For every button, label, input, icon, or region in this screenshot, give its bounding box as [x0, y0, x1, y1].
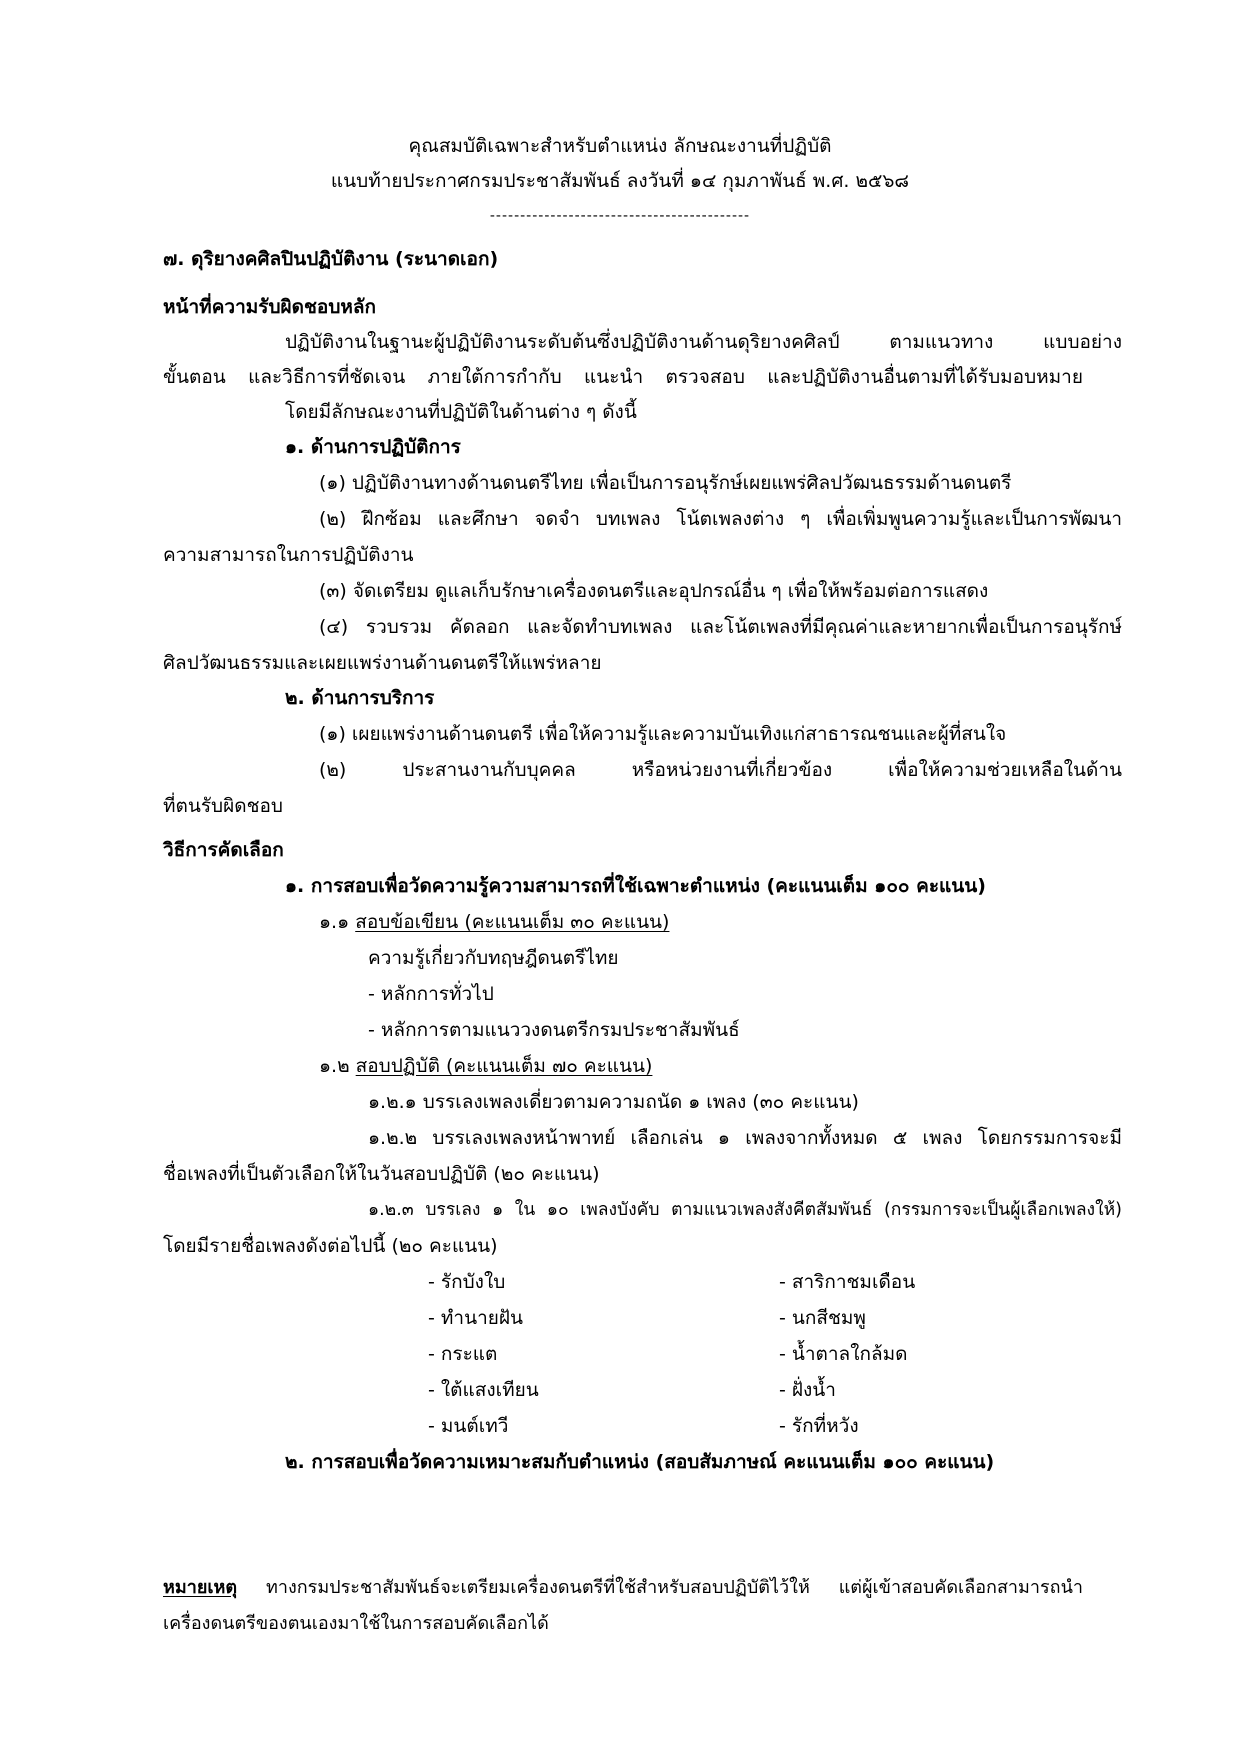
note-line2: เครื่องดนตรีของตนเองมาใช้ในการสอบคัดเลือกได้ [163, 1613, 549, 1634]
selection-test-1-title: ๑. การสอบเพื่อวัดความรู้ความสามารถที่ใช้เฉพาะตำแหน่ง (คะแนนเต็ม ๑๐๐ คะแนน) [285, 875, 986, 897]
operations-item-2-line2: ความสามารถในการปฏิบัติงาน [163, 544, 414, 566]
song-item: - ใต้แสงเทียน [428, 1379, 539, 1401]
song-item: - มนต์เทวี [428, 1415, 509, 1437]
song-item: - ฝั่งน้ำ [779, 1379, 836, 1401]
song-item: - นกสีชมพู [779, 1307, 866, 1329]
selection-test-2-title: ๒. การสอบเพื่อวัดความเหมาะสมกับตำแหน่ง (สอบสัมภาษณ์ คะแนนเต็ม ๑๐๐ คะแนน) [285, 1451, 995, 1473]
practical-exam-number: ๑.๒ [319, 1055, 350, 1077]
practical-exam-item-2-line2: ชื่อเพลงที่เป็นตัวเลือกให้ในวันสอบปฏิบัติ (๒๐ คะแนน) [163, 1163, 600, 1185]
document-title: คุณสมบัติเฉพาะสำหรับตำแหน่ง ลักษณะงานที่ปฏิบัติ [408, 135, 832, 157]
document-subtitle: แนบท้ายประกาศกรมประชาสัมพันธ์ ลงวันที่ ๑๔ กุมภาพันธ์ พ.ศ. ๒๕๖๘ [330, 170, 910, 192]
written-exam-topic: ความรู้เกี่ยวกับทฤษฎีดนตรีไทย [368, 947, 619, 969]
duties-intro-line3: โดยมีลักษณะงานที่ปฏิบัติในด้านต่าง ๆ ดังนี้ [285, 401, 637, 423]
practical-exam-item-3-line1: ๑.๒.๓ บรรเลง ๑ ใน ๑๐ เพลงบังคับ ตามแนวเพลงสังคีตสัมพันธ์ (กรรมการจะเป็นผู้เลือกเพลงให้) [368, 1200, 1122, 1220]
written-exam-label: สอบข้อเขียน (คะแนนเต็ม ๓๐ คะแนน) [355, 911, 670, 933]
song-item: - กระแต [428, 1343, 498, 1365]
note-text: ทางกรมประชาสัมพันธ์จะเตรียมเครื่องดนตรีที่ใช้สำหรับสอบปฏิบัติไว้ให้ แต่ผู้เข้าสอบคัดเลือกสามารถนำ [265, 1577, 1083, 1598]
position-title: ๗. ดุริยางคศิลปินปฏิบัติงาน (ระนาดเอก) [163, 248, 499, 270]
services-item-2-line1: (๒) ประสานงานกับบุคคล หรือหน่วยงานที่เกี่ยวข้อง เพื่อให้ความช่วยเหลือในด้าน [319, 759, 1122, 781]
practical-exam-item-3-line2: โดยมีรายชื่อเพลงดังต่อไปนี้ (๒๐ คะแนน) [163, 1235, 498, 1257]
written-exam-number: ๑.๑ [319, 911, 350, 933]
selection-heading: วิธีการคัดเลือก [163, 839, 284, 861]
section-operations-title: ๑. ด้านการปฏิบัติการ [285, 436, 461, 458]
operations-item-4-line1: (๔) รวบรวม คัดลอก และจัดทำบทเพลง และโน้ตเพลงที่มีคุณค่าและหายากเพื่อเป็นการอนุรักษ์ [319, 616, 1122, 638]
note-label: หมายเหตุ [163, 1577, 238, 1598]
operations-item-3: (๓) จัดเตรียม ดูแลเก็บรักษาเครื่องดนตรีและอุปกรณ์อื่น ๆ เพื่อให้พร้อมต่อการแสดง [319, 580, 989, 602]
services-item-2-line2: ที่ตนรับผิดชอบ [163, 795, 283, 817]
duties-intro-line2: ขั้นตอน และวิธีการที่ชัดเจน ภายใต้การกำกับ แนะนำ ตรวจสอบ และปฏิบัติงานอื่นตามที่ได้รับมอบหมาย [163, 366, 1083, 388]
duties-intro-line1: ปฏิบัติงานในฐานะผู้ปฏิบัติงานระดับต้นซึ่งปฏิบัติงานด้านดุริยางคศิลป์ ตามแนวทาง แบบอย่าง [285, 331, 1122, 353]
note-line1 [163, 1575, 1083, 1601]
written-exam-topic-item-2: - หลักการตามแนววงดนตรีกรมประชาสัมพันธ์ [368, 1019, 740, 1041]
operations-item-4-line2: ศิลปวัฒนธรรมและเผยแพร่งานด้านดนตรีให้แพร่หลาย [163, 652, 602, 674]
song-item: - รักที่หวัง [779, 1415, 859, 1437]
song-item: - สาริกาชมเดือน [779, 1271, 916, 1293]
services-item-1: (๑) เผยแพร่งานด้านดนตรี เพื่อให้ความรู้และความบันเทิงแก่สาธารณชนและผู้ที่สนใจ [319, 723, 1007, 745]
section-services-title: ๒. ด้านการบริการ [285, 687, 435, 709]
song-item: - ทำนายฝัน [428, 1307, 523, 1329]
operations-item-1: (๑) ปฏิบัติงานทางด้านดนตรีไทย เพื่อเป็นการอนุรักษ์เผยแพร่ศิลปวัฒนธรรมด้านดนตรี [319, 472, 1012, 494]
operations-item-2-line1: (๒) ฝึกซ้อม และศึกษา จดจำ บทเพลง โน้ตเพลงต่าง ๆ เพื่อเพิ่มพูนความรู้และเป็นการพัฒนา [319, 508, 1122, 530]
practical-exam-heading [319, 1053, 652, 1079]
song-item: - รักบังใบ [428, 1271, 506, 1293]
practical-exam-item-1: ๑.๒.๑ บรรเลงเพลงเดี่ยวตามความถนัด ๑ เพลง (๓๐ คะแนน) [368, 1091, 859, 1113]
duties-heading: หน้าที่ความรับผิดชอบหลัก [163, 296, 377, 318]
practical-exam-label: สอบปฏิบัติ (คะแนนเต็ม ๗๐ คะแนน) [355, 1055, 653, 1077]
practical-exam-item-2-line1: ๑.๒.๒ บรรเลงเพลงหน้าพาทย์ เลือกเล่น ๑ เพลงจากทั้งหมด ๕ เพลง โดยกรรมการจะมี [368, 1127, 1122, 1149]
written-exam-topic-item-1: - หลักการทั่วไป [368, 983, 494, 1005]
written-exam-heading [319, 909, 669, 935]
title-divider: ------------------------------------------- [489, 208, 751, 224]
song-item: - น้ำตาลใกล้มด [779, 1343, 908, 1365]
